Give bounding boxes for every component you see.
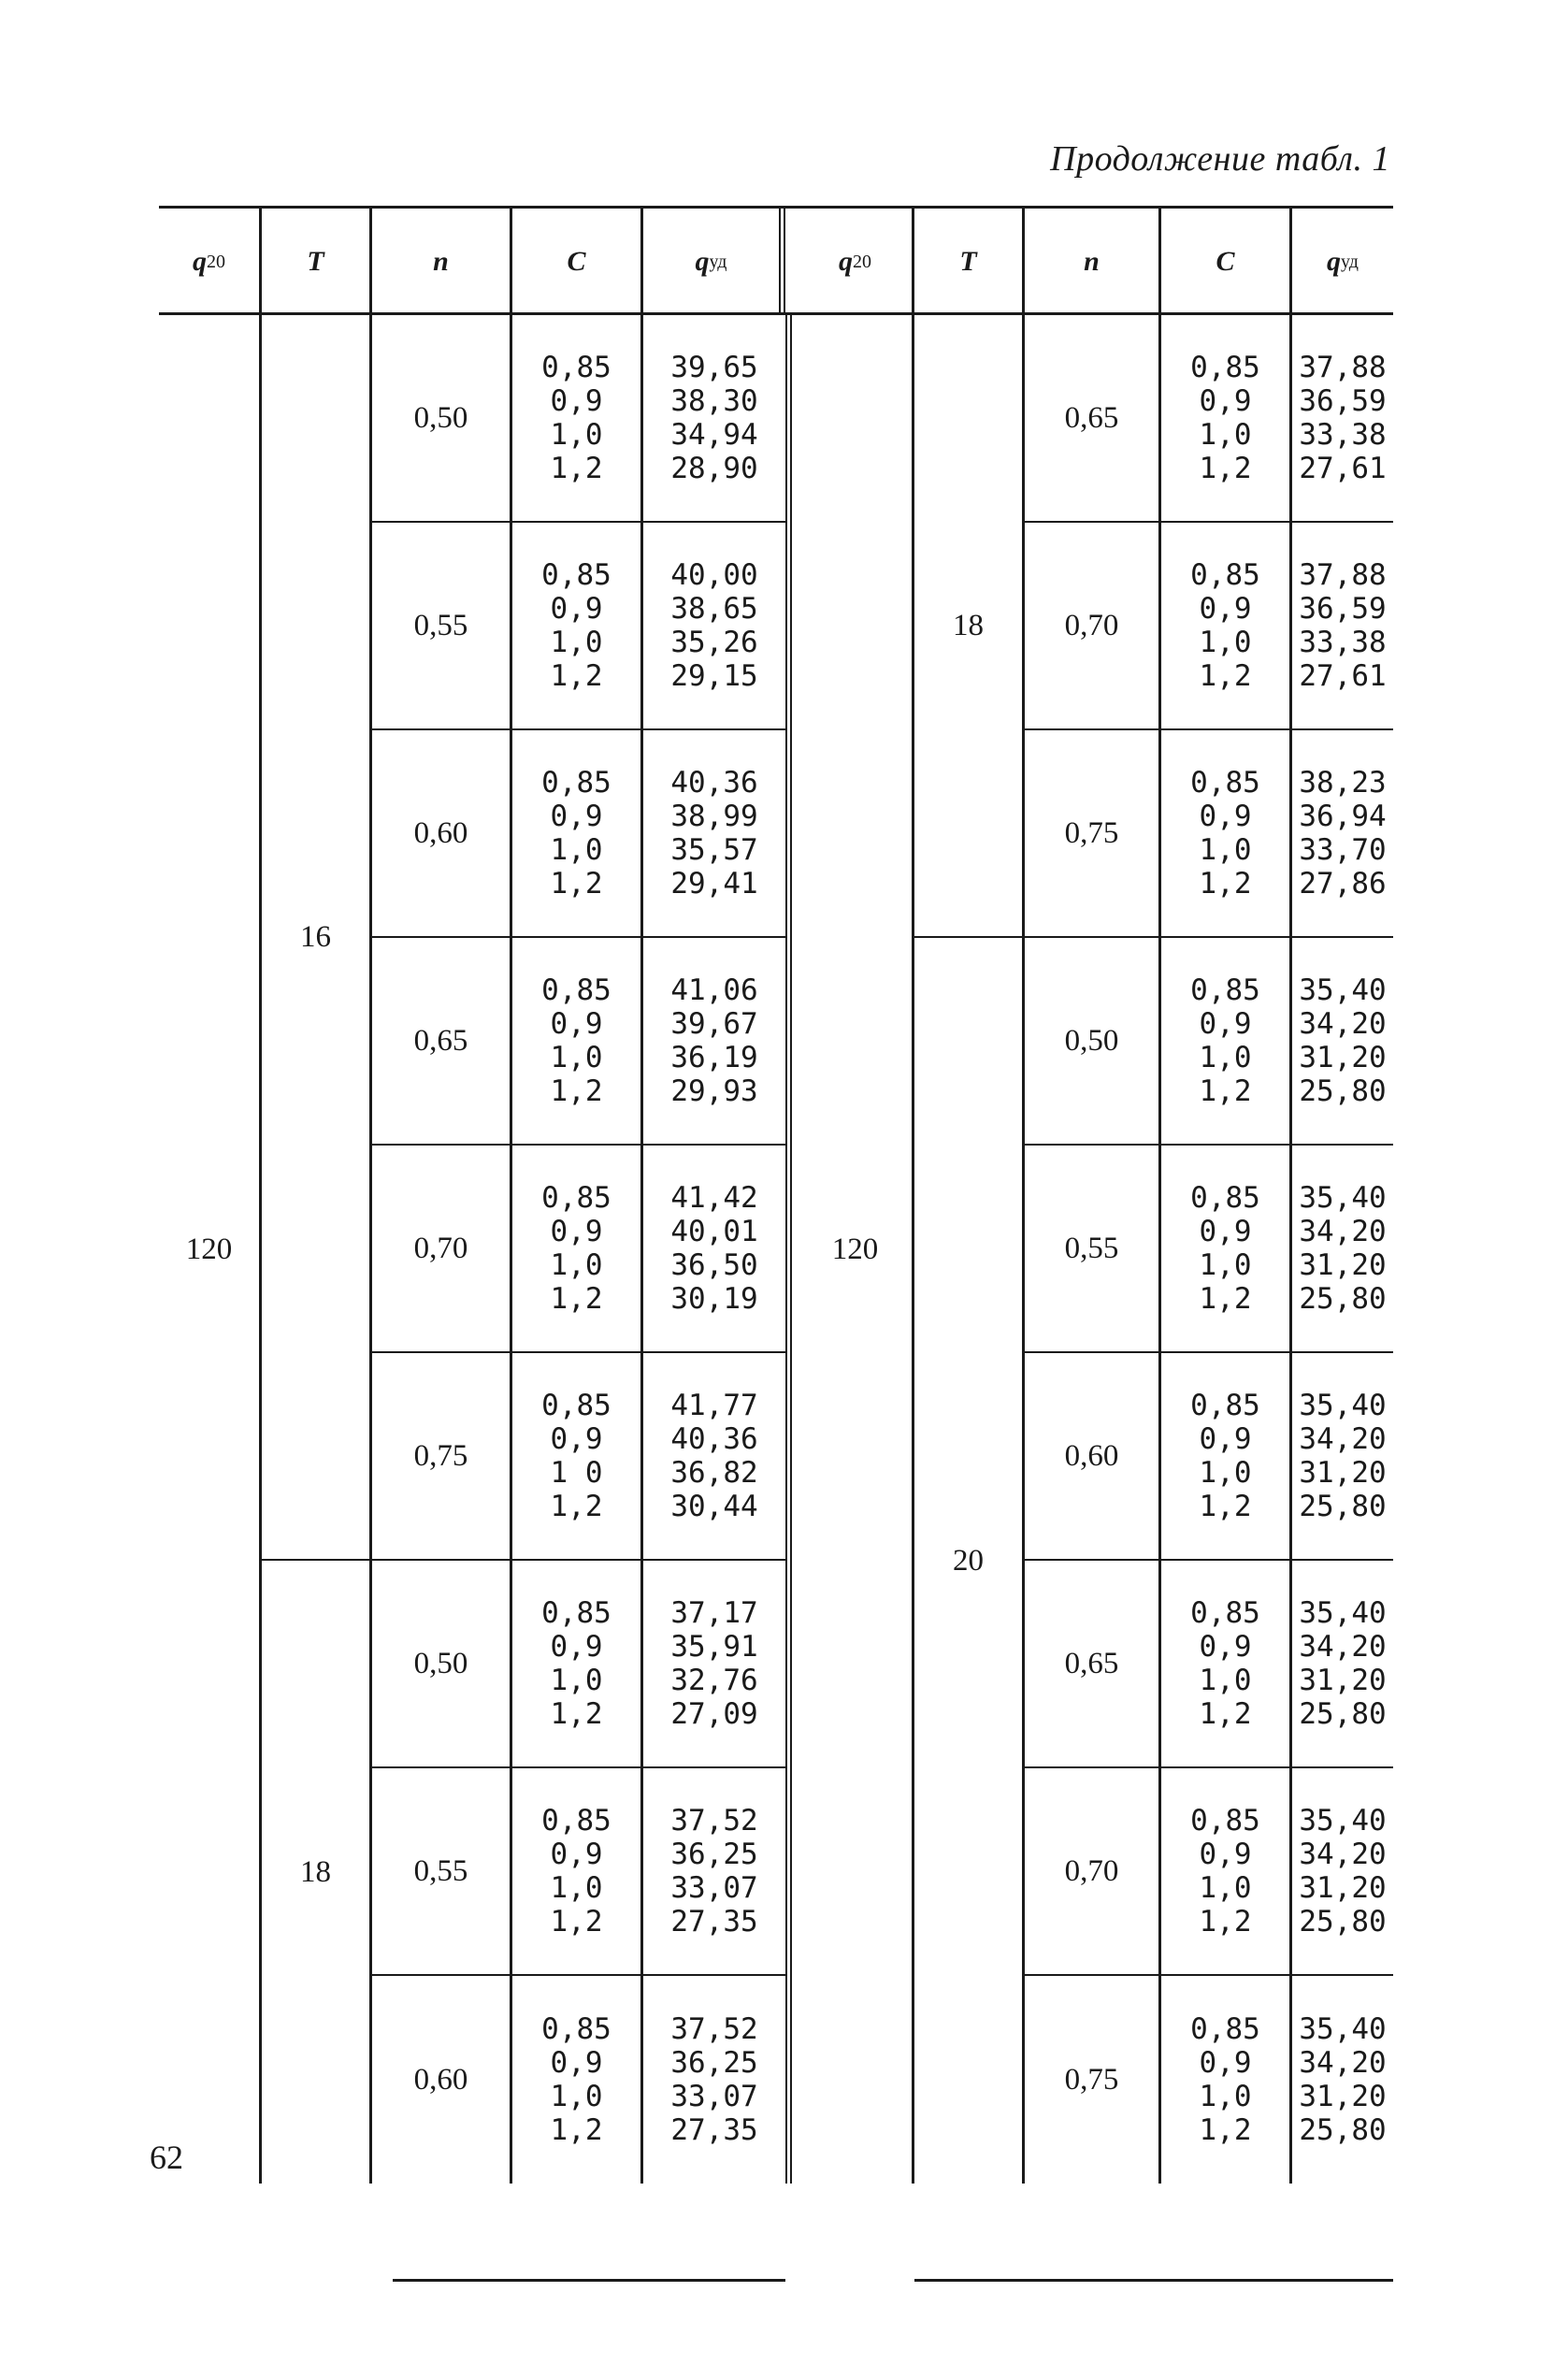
right-n-cell: 0,70 <box>1025 1768 1161 1976</box>
left-n-cell: 0,60 <box>372 1976 512 2184</box>
C-value: 0,85 <box>541 1804 611 1838</box>
right-C-cell <box>1161 1976 1292 2184</box>
qud-value: 36,50 <box>670 1248 758 1282</box>
right-qud-cell <box>1292 730 1393 938</box>
right-qud-cell <box>1292 1353 1393 1561</box>
qud-value: 35,57 <box>670 833 758 867</box>
C-value: 0,9 <box>1199 1007 1252 1041</box>
right-qud-cell <box>1292 1561 1393 1768</box>
C-value: 1,0 <box>550 1041 603 1074</box>
left-qud-cell <box>643 1976 785 2184</box>
C-value: 1,2 <box>1199 452 1252 485</box>
qud-value: 37,88 <box>1299 558 1387 592</box>
C-value: 1,2 <box>550 1905 603 1939</box>
C-value: 1,2 <box>1199 1490 1252 1523</box>
left-C-cell <box>512 1768 643 1976</box>
qud-value: 31,20 <box>1299 1248 1387 1282</box>
right-n-cell: 0,50 <box>1025 938 1161 1146</box>
left-C-cell <box>512 1353 643 1561</box>
C-value: 0,9 <box>550 384 603 418</box>
C-value: 0,9 <box>1199 592 1252 626</box>
left-qud-cell <box>643 938 785 1146</box>
C-value: 0,85 <box>541 1596 611 1630</box>
C-value: 1,0 <box>550 1871 603 1905</box>
right-n-cell: 0,75 <box>1025 1976 1161 2184</box>
C-value: 0,9 <box>550 1630 603 1664</box>
table-caption: Продолжение табл. 1 <box>1050 139 1390 179</box>
qud-value: 36,59 <box>1299 592 1387 626</box>
header-n-right: n <box>1025 209 1161 315</box>
C-value: 0,85 <box>1190 1804 1260 1838</box>
right-qud-cell <box>1292 523 1393 730</box>
qud-value: 34,20 <box>1299 1838 1387 1871</box>
qud-value: 31,20 <box>1299 1871 1387 1905</box>
right-half <box>798 315 1393 2184</box>
qud-value: 38,99 <box>670 800 758 833</box>
qud-value: 38,23 <box>1299 766 1387 800</box>
C-value: 1,0 <box>550 418 603 452</box>
qud-value: 36,59 <box>1299 384 1387 418</box>
left-C-cell <box>512 938 643 1146</box>
qud-value: 30,44 <box>670 1490 758 1523</box>
C-value: 1,0 <box>550 626 603 659</box>
header-qud-left: q уд <box>643 209 785 315</box>
C-value: 0,9 <box>550 1422 603 1456</box>
C-value: 1,0 <box>1199 833 1252 867</box>
right-qud-cell <box>1292 1768 1393 1976</box>
qud-value: 29,93 <box>670 1074 758 1108</box>
C-value: 0,85 <box>541 558 611 592</box>
left-qud-cell <box>643 523 785 730</box>
qud-value: 35,26 <box>670 626 758 659</box>
left-n-cell: 0,55 <box>372 1768 512 1976</box>
qud-value: 30,19 <box>670 1282 758 1316</box>
C-value: 0,9 <box>1199 1422 1252 1456</box>
header-T-left: T <box>262 209 372 315</box>
qud-value: 27,86 <box>1299 867 1387 901</box>
C-value: 1,2 <box>1199 1074 1252 1108</box>
qud-value: 34,20 <box>1299 1215 1387 1248</box>
C-value: 0,9 <box>550 1007 603 1041</box>
qud-value: 32,76 <box>670 1664 758 1697</box>
C-value: 0,9 <box>1199 1630 1252 1664</box>
header-q20-right: q 20 <box>798 209 914 315</box>
qud-value: 37,52 <box>670 1804 758 1838</box>
qud-value: 34,20 <box>1299 2046 1387 2080</box>
C-value: 0,85 <box>1190 1596 1260 1630</box>
C-value: 1 0 <box>550 1456 603 1490</box>
qud-value: 35,40 <box>1299 2012 1387 2046</box>
left-n-cell: 0,65 <box>372 938 512 1146</box>
C-value: 1,0 <box>1199 2080 1252 2113</box>
qud-value: 34,20 <box>1299 1630 1387 1664</box>
qud-value: 27,61 <box>1299 659 1387 693</box>
C-value: 1,0 <box>550 2080 603 2113</box>
C-value: 0,85 <box>1190 2012 1260 2046</box>
right-qud-cell <box>1292 938 1393 1146</box>
left-n-cell: 0,50 <box>372 1561 512 1768</box>
C-value: 0,85 <box>541 766 611 800</box>
C-value: 1,2 <box>1199 659 1252 693</box>
qud-value: 33,07 <box>670 1871 758 1905</box>
C-value: 0,85 <box>1190 1181 1260 1215</box>
C-value: 1,2 <box>550 867 603 901</box>
left-qud-cell <box>643 1146 785 1353</box>
qud-value: 36,25 <box>670 2046 758 2080</box>
right-n-cell: 0,65 <box>1025 1561 1161 1768</box>
C-value: 0,9 <box>550 1215 603 1248</box>
header-q20-left: q 20 <box>159 209 262 315</box>
left-qud-cell <box>643 730 785 938</box>
qud-value: 38,30 <box>670 384 758 418</box>
left-C-cell <box>512 1976 643 2184</box>
left-C-cell <box>512 730 643 938</box>
qud-value: 34,20 <box>1299 1422 1387 1456</box>
C-value: 1,2 <box>1199 1905 1252 1939</box>
left-C-cell <box>512 523 643 730</box>
qud-value: 37,88 <box>1299 351 1387 384</box>
right-qud-cell <box>1292 1976 1393 2184</box>
qud-value: 36,25 <box>670 1838 758 1871</box>
qud-value: 38,65 <box>670 592 758 626</box>
C-value: 1,0 <box>1199 1664 1252 1697</box>
qud-value: 40,36 <box>670 1422 758 1456</box>
right-n-cell: 0,65 <box>1025 315 1161 523</box>
C-value: 1,2 <box>1199 1697 1252 1731</box>
C-value: 1,2 <box>550 452 603 485</box>
right-C-cell <box>1161 1146 1292 1353</box>
qud-value: 33,07 <box>670 2080 758 2113</box>
left-q20-cell: 120 <box>159 315 262 2184</box>
C-value: 1,2 <box>550 659 603 693</box>
C-value: 1,2 <box>550 2113 603 2147</box>
left-n-cell: 0,50 <box>372 315 512 523</box>
right-T-cell: 18 <box>914 315 1025 938</box>
left-C-cell <box>512 1561 643 1768</box>
qud-value: 31,20 <box>1299 1041 1387 1074</box>
page-number: 62 <box>150 2139 183 2176</box>
C-value: 1,0 <box>550 1664 603 1697</box>
right-C-cell <box>1161 1353 1292 1561</box>
C-value: 1,2 <box>1199 867 1252 901</box>
left-n-cell: 0,60 <box>372 730 512 938</box>
table-body <box>159 315 1393 2184</box>
C-value: 0,9 <box>550 800 603 833</box>
qud-value: 25,80 <box>1299 1697 1387 1731</box>
qud-value: 35,40 <box>1299 973 1387 1007</box>
C-value: 1,0 <box>1199 1041 1252 1074</box>
left-C-cell <box>512 1146 643 1353</box>
qud-value: 39,67 <box>670 1007 758 1041</box>
right-qud-cell <box>1292 1146 1393 1353</box>
C-value: 0,85 <box>541 351 611 384</box>
qud-value: 31,20 <box>1299 2080 1387 2113</box>
C-value: 0,85 <box>541 2012 611 2046</box>
right-C-cell <box>1161 730 1292 938</box>
right-C-cell <box>1161 1561 1292 1768</box>
right-C-cell <box>1161 938 1292 1146</box>
right-n-cell: 0,55 <box>1025 1146 1161 1353</box>
qud-value: 27,35 <box>670 2113 758 2147</box>
right-C-cell <box>1161 523 1292 730</box>
qud-value: 35,40 <box>1299 1181 1387 1215</box>
C-value: 0,85 <box>1190 766 1260 800</box>
left-qud-cell <box>643 1561 785 1768</box>
qud-value: 40,00 <box>670 558 758 592</box>
header-C-right: C <box>1161 209 1292 315</box>
C-value: 0,9 <box>550 1838 603 1871</box>
C-value: 0,9 <box>550 2046 603 2080</box>
qud-value: 29,41 <box>670 867 758 901</box>
qud-value: 27,09 <box>670 1697 758 1731</box>
right-qud-cell <box>1292 315 1393 523</box>
left-qud-cell <box>643 315 785 523</box>
left-T-cell: 18 <box>262 1561 372 2184</box>
C-value: 0,85 <box>1190 1389 1260 1422</box>
C-value: 0,85 <box>541 973 611 1007</box>
qud-value: 25,80 <box>1299 2113 1387 2147</box>
C-value: 0,9 <box>1199 1838 1252 1871</box>
qud-value: 31,20 <box>1299 1664 1387 1697</box>
qud-value: 29,15 <box>670 659 758 693</box>
qud-value: 33,38 <box>1299 626 1387 659</box>
C-value: 0,9 <box>1199 2046 1252 2080</box>
left-n-cell: 0,70 <box>372 1146 512 1353</box>
qud-value: 33,70 <box>1299 833 1387 867</box>
qud-value: 28,90 <box>670 452 758 485</box>
C-value: 1,0 <box>1199 626 1252 659</box>
qud-value: 37,52 <box>670 2012 758 2046</box>
C-value: 1,0 <box>550 1248 603 1282</box>
C-value: 0,9 <box>550 592 603 626</box>
qud-value: 41,77 <box>670 1389 758 1422</box>
qud-value: 25,80 <box>1299 1490 1387 1523</box>
qud-value: 27,35 <box>670 1905 758 1939</box>
right-n-cell: 0,70 <box>1025 523 1161 730</box>
C-value: 1,2 <box>550 1074 603 1108</box>
C-value: 1,0 <box>1199 1456 1252 1490</box>
header-C-left: C <box>512 209 643 315</box>
qud-value: 36,82 <box>670 1456 758 1490</box>
C-value: 1,2 <box>1199 1282 1252 1316</box>
C-value: 1,2 <box>550 1490 603 1523</box>
qud-value: 25,80 <box>1299 1905 1387 1939</box>
C-value: 1,2 <box>550 1282 603 1316</box>
qud-value: 36,94 <box>1299 800 1387 833</box>
C-value: 1,0 <box>1199 418 1252 452</box>
qud-value: 31,20 <box>1299 1456 1387 1490</box>
left-n-cell: 0,75 <box>372 1353 512 1561</box>
C-value: 0,85 <box>541 1181 611 1215</box>
left-bottom-rule <box>393 2279 785 2282</box>
C-value: 0,9 <box>1199 800 1252 833</box>
C-value: 0,85 <box>1190 351 1260 384</box>
qud-value: 40,01 <box>670 1215 758 1248</box>
right-n-cell: 0,60 <box>1025 1353 1161 1561</box>
qud-value: 37,17 <box>670 1596 758 1630</box>
left-qud-cell <box>643 1353 785 1561</box>
header-qud-right: q уд <box>1327 246 1359 277</box>
qud-value: 41,06 <box>670 973 758 1007</box>
C-value: 0,9 <box>1199 1215 1252 1248</box>
C-value: 0,85 <box>541 1389 611 1422</box>
C-value: 0,85 <box>1190 558 1260 592</box>
C-value: 0,85 <box>1190 973 1260 1007</box>
qud-value: 36,19 <box>670 1041 758 1074</box>
qud-value: 35,40 <box>1299 1804 1387 1838</box>
C-value: 1,2 <box>550 1697 603 1731</box>
qud-value: 25,80 <box>1299 1074 1387 1108</box>
right-q20-cell: 120 <box>798 315 914 2184</box>
qud-value: 34,20 <box>1299 1007 1387 1041</box>
qud-value: 35,40 <box>1299 1389 1387 1422</box>
right-T-cell: 20 <box>914 938 1025 2184</box>
left-T-cell: 16 <box>262 315 372 1561</box>
qud-value: 27,61 <box>1299 452 1387 485</box>
left-n-cell: 0,55 <box>372 523 512 730</box>
qud-value: 40,36 <box>670 766 758 800</box>
left-C-cell <box>512 315 643 523</box>
right-bottom-rule <box>914 2279 1393 2282</box>
qud-value: 39,65 <box>670 351 758 384</box>
right-C-cell <box>1161 1768 1292 1976</box>
qud-value: 34,94 <box>670 418 758 452</box>
header-n-left: n <box>372 209 512 315</box>
qud-value: 35,40 <box>1299 1596 1387 1630</box>
right-C-cell <box>1161 315 1292 523</box>
left-half <box>159 315 792 2184</box>
qud-value: 33,38 <box>1299 418 1387 452</box>
C-value: 1,0 <box>1199 1248 1252 1282</box>
C-value: 0,9 <box>1199 384 1252 418</box>
C-value: 1,0 <box>1199 1871 1252 1905</box>
qud-value: 35,91 <box>670 1630 758 1664</box>
C-value: 1,0 <box>550 833 603 867</box>
left-qud-cell <box>643 1768 785 1976</box>
header-T-right: T <box>914 209 1025 315</box>
C-value: 1,2 <box>1199 2113 1252 2147</box>
qud-value: 41,42 <box>670 1181 758 1215</box>
right-n-cell: 0,75 <box>1025 730 1161 938</box>
qud-value: 25,80 <box>1299 1282 1387 1316</box>
